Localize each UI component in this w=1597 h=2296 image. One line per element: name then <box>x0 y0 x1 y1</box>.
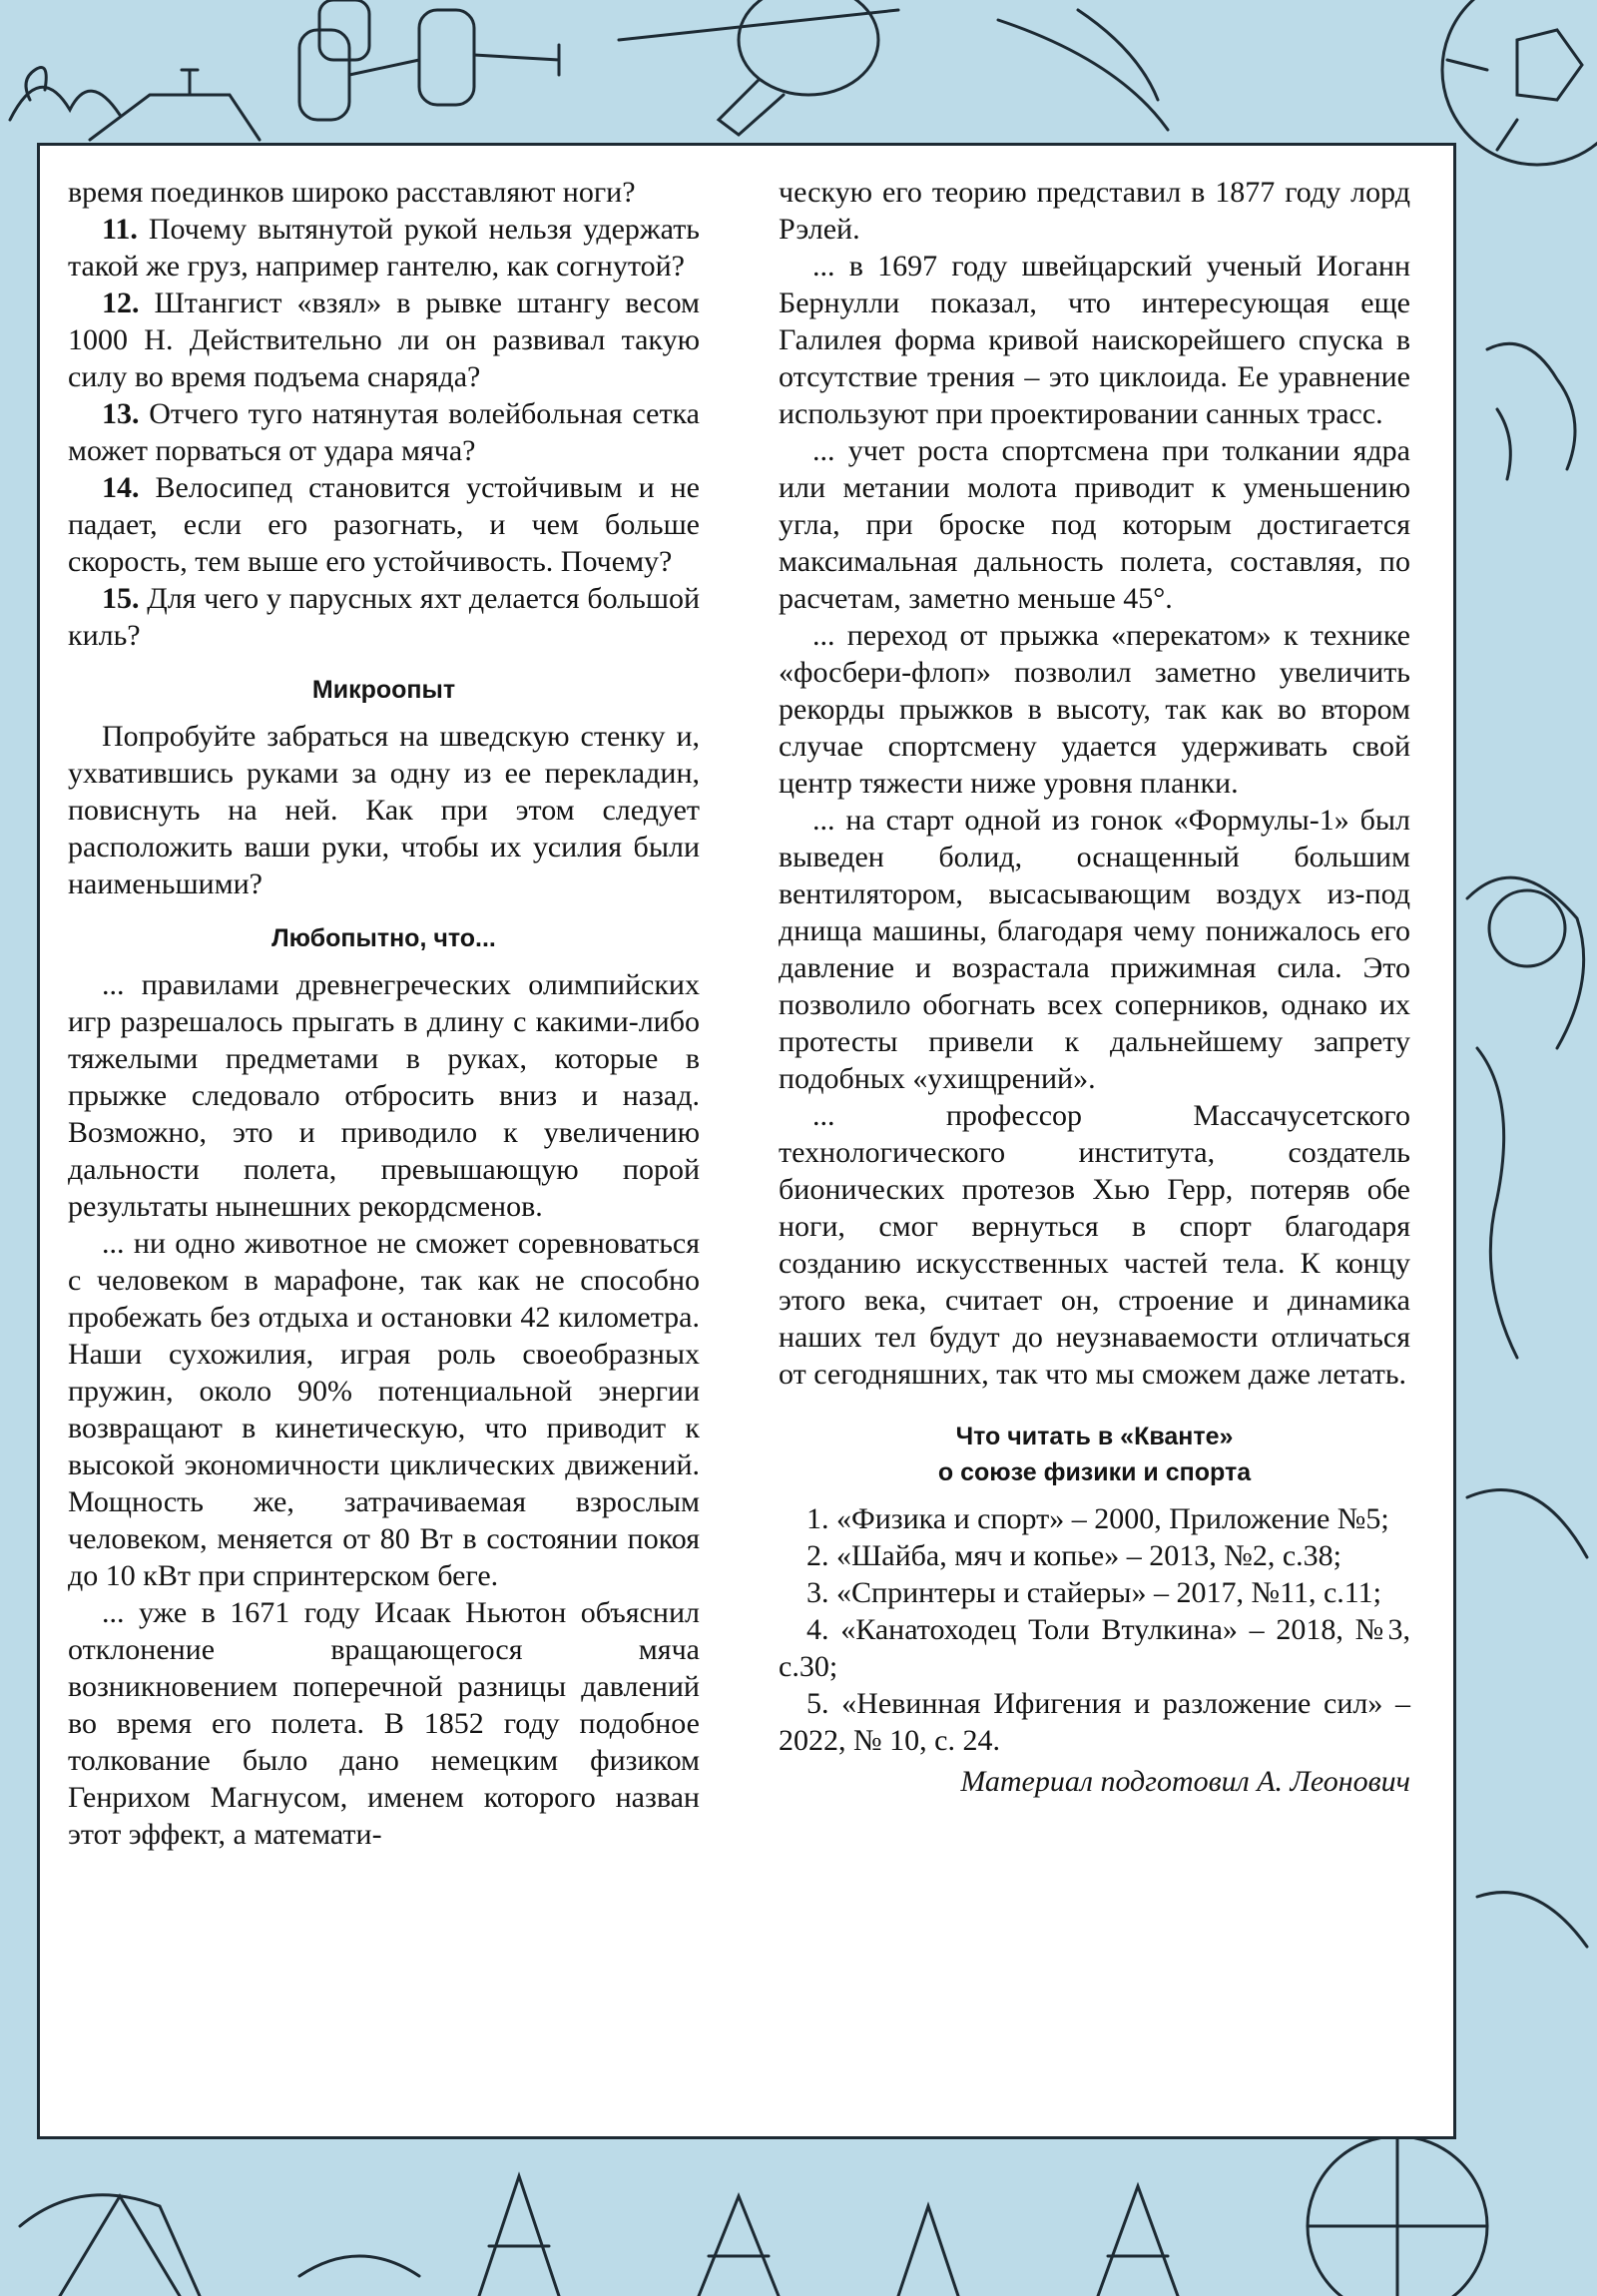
curious-heading: Любопытно, что... <box>271 924 496 952</box>
reference-item: 2. «Шайба, мяч и копье» – 2013, №2, с.38; <box>806 1539 1342 1572</box>
paragraph-intro: время поединков широко расставляют ноги? <box>68 176 636 209</box>
dumbbell-sketch <box>299 0 559 120</box>
reading-list-heading-line2: о союзе физики и спорта <box>937 1458 1252 1486</box>
question-14 <box>68 469 700 580</box>
question-text: Отчего туго натянутая волейбольная сетка может порваться от удара мяча? <box>68 397 700 467</box>
athlete-sketch-right <box>1467 343 1587 1947</box>
reading-list <box>779 1500 1410 1759</box>
question-text: Велосипед становится устойчивым и не падает, если его разогнать, и чем больше скорость, тем выше его устойчивость. Почему? <box>68 471 700 578</box>
micro-experiment-text: Попробуйте забраться на шведскую стенку и, ухватившись руками за одну из ее перекладин, повиснуть на ней. Как при этом следует расположить ваши руки, чтобы их усилия были наименьшими? <box>68 720 700 900</box>
paragraph-continued: ческую его теорию представил в 1877 году лорд Рэлей. <box>779 176 1410 246</box>
question-12 <box>68 285 700 395</box>
left-column <box>68 174 700 1853</box>
author-signature: Материал подготовил А. Леонович <box>960 1765 1410 1798</box>
reference-item: 5. «Невинная Ифигения и разложение сил» – 2022, № 10, с. 24. <box>779 1687 1410 1757</box>
reference-item: 4. «Канатоходец Толи Втулкина» – 2018, №3, с.30; <box>779 1613 1410 1683</box>
curious-item: ... на старт одной из гонок «Формулы-1» был выведен болид, оснащенный большим вентилятором, высасывающим воздух из-под днища машины, благодаря чему понижалось его давление и возрастала прижимная сила. Это позволило обогнать всех соперников, однако их протесты привели к дальнейшему запрету подобных «ухищрений». <box>779 804 1410 1095</box>
curious-item: ... уже в 1671 году Исаак Ньютон объяснил отклонение вращающегося мяча возникновением поперечной разницы давлений во время его полета. В 1852 году подобное толкование было дано немецким физиком Генрихом Магнусом, именем которого назван этот эффект, а математи- <box>68 1596 700 1851</box>
question-text: Для чего у парусных яхт делается большой киль? <box>68 582 701 652</box>
soccer-ball-sketch <box>1442 0 1597 165</box>
question-text: Почему вытянутой рукой нельзя удержать такой же груз, например гантелю, как согнутой? <box>68 213 700 283</box>
question-number: 14. <box>102 471 140 504</box>
question-text: Штангист «взял» в рывке штангу весом 1000 Н. Действительно ли он развивал такую силу во время подъема снаряда? <box>68 287 701 393</box>
question-11 <box>68 211 700 285</box>
reading-list-heading-line1: Что читать в «Кванте» <box>955 1423 1234 1450</box>
question-number: 12. <box>102 287 140 319</box>
forest-sketch-bottom <box>20 2176 1178 2296</box>
micro-experiment-heading: Микроопыт <box>311 676 456 704</box>
bicycle-wheel-sketch <box>1308 2136 1487 2296</box>
question-number: 13. <box>102 397 140 430</box>
curious-item: ... правилами древнегреческих олимпийских игр разрешалось прыгать в длину с какими-либо тяжелыми предметами в руках, которые в прыжке следовало отбросить вниз и назад. Возможно, это и приводило к увеличению дальности полета, превышающую порой результаты нынешних рекордсменов. <box>68 968 700 1223</box>
curious-item: ... в 1697 году швейцарский ученый Иоганн Бернулли показал, что интересующая еще Галилея форма кривой наискорейшего спуска в отсутствие трения – это циклоида. Ее уравнение используют при проектировании санных трасс. <box>779 250 1410 430</box>
question-number: 11. <box>102 213 138 246</box>
reference-item: 3. «Спринтеры и стайеры» – 2017, №11, с.11; <box>806 1576 1381 1609</box>
curious-item: ... ни одно животное не сможет соревноваться с человеком в марафоне, так как не способно пробежать без отдыха и остановки 42 километра. Наши сухожилия, играя роль своеобразных пружин, около 90% потенциальной энергии возвращают в кинетическую, что приводит к высокой экономичности циклических движений. Мощность же, затрачиваемая взрослым человеком, меняется от 80 Вт в состоянии покоя до 10 кВт при спринтерском беге. <box>68 1227 700 1592</box>
right-column <box>779 174 1410 1800</box>
article-sheet <box>37 143 1456 2139</box>
curious-item: ... профессор Массачусетского технологического института, создатель бионических протезов Хью Герр, потеряв обе ноги, смог вернуться в спорт благодаря созданию искусственных частей тела. К концу этого века, считает он, строение и динамика наших тел будут до неузнаваемости отличаться от сегодняшних, так что мы сможем даже летать. <box>779 1099 1410 1391</box>
reference-item: 1. «Физика и спорт» – 2000, Приложение №5; <box>806 1502 1389 1535</box>
reading-list-heading <box>779 1419 1410 1490</box>
curious-item: ... учет роста спортсмена при толкании ядра или метании молота приводит к уменьшению угла, при броске под которым достигается максимальная дальность полета, составляя, по расчетам, заметно меньше 45°. <box>779 434 1410 615</box>
village-sketch <box>10 68 260 141</box>
question-15 <box>68 580 700 654</box>
question-number: 15. <box>102 582 140 615</box>
question-13 <box>68 395 700 469</box>
table-tennis-paddle-sketch <box>619 0 1168 135</box>
curious-item: ... переход от прыжка «перекатом» к технике «фосбери-флоп» позволил заметно увеличить рекорды прыжков в высоту, так как во втором случае спортсмену удается удерживать свой центр тяжести ниже уровня планки. <box>779 619 1410 800</box>
